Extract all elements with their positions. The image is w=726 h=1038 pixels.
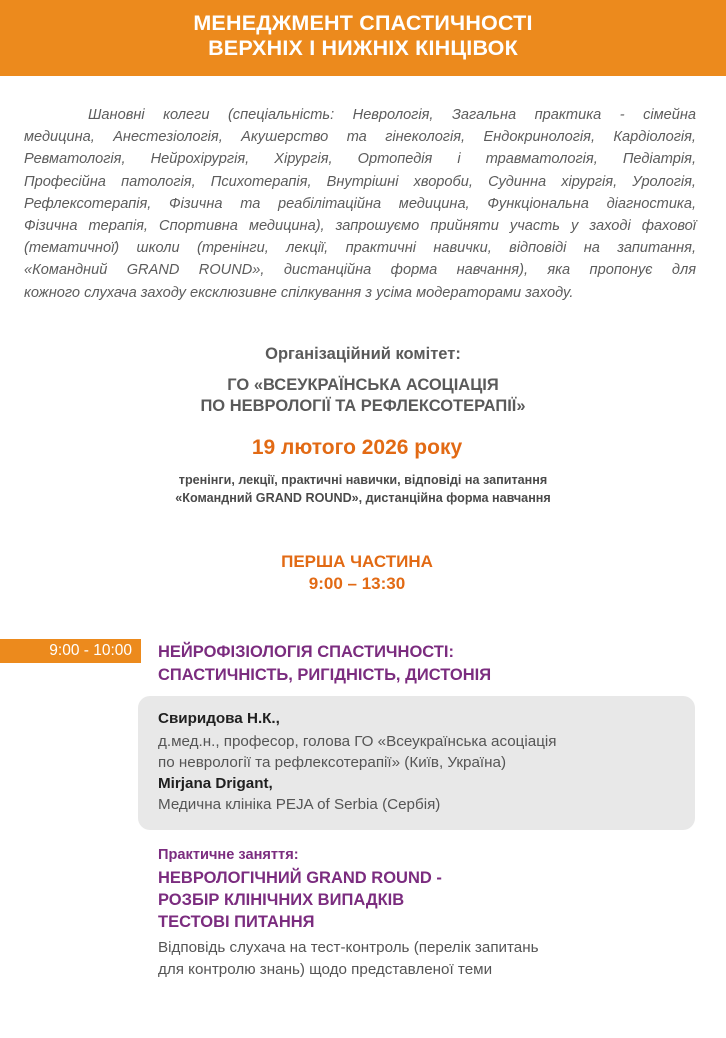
speaker-description-line: д.мед.н., професор, голова ГО «Всеукраїнська асоціація: [158, 733, 557, 750]
session-title-line: СПАСТИЧНІСТЬ, РИГІДНІСТЬ, ДИСТОНІЯ: [158, 666, 492, 684]
speaker-description-line: Медична клініка PEJA of Serbia (Сербія): [158, 796, 441, 813]
practice-label: Практичне заняття:: [158, 847, 299, 863]
invitation-line: «Командний GRAND ROUND», дистанційна форма навчання), яка пропонує для: [24, 262, 696, 279]
page-title-line-2: ВЕРХНІХ І НИЖНІХ КІНЦІВОК: [208, 36, 518, 60]
invitation-line: кожного слухача заходу ексклюзивне спілкування з усіма модераторами заходу.: [24, 284, 574, 301]
speaker-description: [158, 795, 440, 816]
speaker-name: Свиридова Н.К.,: [158, 710, 280, 727]
practice-description: [158, 937, 539, 981]
session-time-badge: 9:00 - 10:00: [0, 639, 141, 663]
page-header: [0, 0, 726, 76]
event-date: 19 лютого 2026 року: [251, 436, 463, 459]
invitation-line: медицина, Анестезіологія, Акушерство та гінекологія, Ендокринологія, Кардіологія,: [24, 129, 696, 146]
organizing-committee-name: [0, 375, 726, 417]
speaker-description: [158, 732, 557, 773]
practice-title-line: РОЗБІР КЛІНІЧНИХ ВИПАДКІВ: [158, 891, 405, 909]
speakers-panel: [138, 696, 695, 830]
organizing-committee-name-line: ГО «ВСЕУКРАЇНСЬКА АСОЦІАЦІЯ: [227, 376, 499, 394]
organizing-committee-label: Організаційний комітет:: [265, 345, 461, 363]
invitation-line: Фізична терапія, Спортивна медицина), запрошуємо прийняти участь у заході фахової: [24, 218, 696, 235]
session-title-line: НЕЙРОФІЗІОЛОГІЯ СПАСТИЧНОСТІ:: [158, 643, 454, 661]
practice-title: [158, 867, 442, 933]
part-time: 9:00 – 13:30: [308, 574, 406, 593]
speaker-description-line: по неврології та рефлексотерапії» (Київ, Україна): [158, 753, 507, 771]
page-title-line-1: МЕНЕДЖМЕНТ СПАСТИЧНОСТІ: [193, 11, 533, 35]
practice-description-line: для контролю знань) щодо представленої теми: [158, 961, 493, 978]
organizing-committee-name-line: ПО НЕВРОЛОГІЇ ТА РЕФЛЕКСОТЕРАПІЇ»: [200, 397, 526, 415]
invitation-line: Шановні колеги (спеціальність: Неврологія, Загальна практика - сімейна: [88, 107, 696, 123]
practice-title-line: НЕВРОЛОГІЧНИЙ GRAND ROUND -: [158, 869, 442, 887]
practice-description-line: Відповідь слухача на тест-контроль (перелік запитань: [158, 939, 539, 956]
practice-title-line: ТЕСТОВІ ПИТАННЯ: [158, 913, 315, 931]
event-formats-line: тренінги, лекції, практичні навички, відповіді на запитання: [178, 473, 548, 487]
session-title: [158, 641, 491, 687]
invitation-line: Рефлексотерапія, Фізична та реабілітаційна медицина, Функціональна діагностика,: [24, 195, 696, 212]
part-heading: [0, 551, 720, 595]
invitation-line: Ревматологія, Нейрохірургія, Хірургія, Ортопедія і травматологія, Педіатрія,: [24, 151, 696, 168]
invitation-line: Професійна патологія, Психотерапія, Внутрішні хвороби, Судинна хірургія, Урологія,: [24, 173, 696, 190]
event-formats-line: «Командний GRAND ROUND», дистанційна форма навчання: [175, 490, 551, 505]
speaker-name: Mirjana Drigant,: [158, 775, 273, 792]
invitation-line: (тематичної) школи (тренінги, лекції, практичні навички, відповіді на запитання,: [24, 240, 696, 257]
event-formats: [0, 472, 726, 507]
invitation-text: [24, 104, 696, 304]
part-title: ПЕРША ЧАСТИНА: [281, 552, 433, 571]
